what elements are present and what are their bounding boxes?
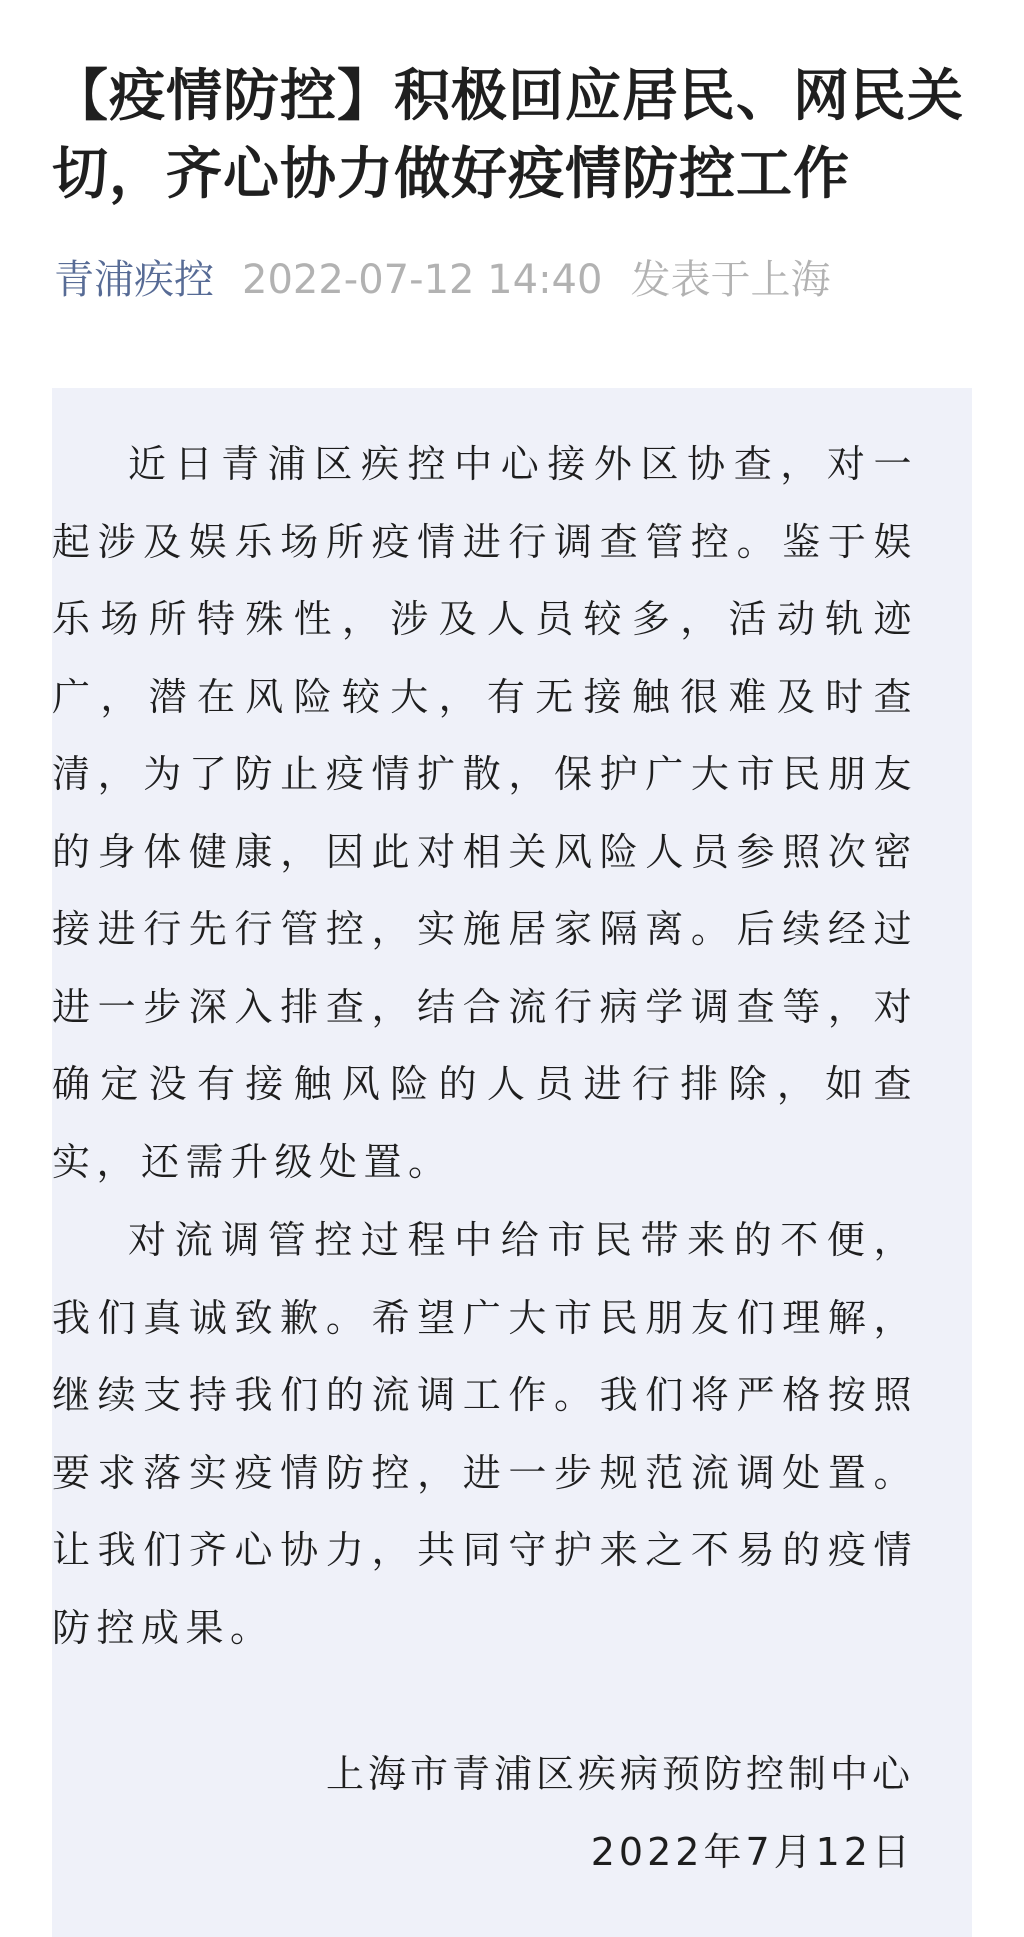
notice-paragraph-1: 近日青浦区疾控中心接外区协查，对一起涉及娱乐场所疫情进行调查管控。鉴于娱乐场所特殊性，涉及人员较多，活动轨迹广，潜在风险较大，有无接触很难及时查清，为了防止疫情扩散，保护广大市民朋友的身体健康，因此对相关风险人员参照次密接进行先行管控，实施居家隔离。后续经过进一步深入排查，结合流行病学调查等，对确定没有接触风险的人员进行排除，如查实，还需升级处置。 [52, 442, 918, 1184]
publish-location: 发表于上海 [630, 257, 831, 303]
article-title: 【疫情防控】积极回应居民、网民关切，齐心协力做好疫情防控工作 [52, 64, 964, 207]
notice-signature: 上海市青浦区疾病预防控制中心 [325, 1752, 914, 1796]
author-link[interactable]: 青浦疾控 [54, 257, 214, 303]
publish-datetime: 2022-07-12 14:40 [242, 257, 603, 303]
notice-date: 2022年7月12日 [590, 1830, 914, 1874]
article-meta [54, 250, 830, 310]
notice-paragraph-2: 对流调管控过程中给市民带来的不便，我们真诚致歉。希望广大市民朋友们理解，继续支持我们的流调工作。我们将严格按照要求落实疫情防控，进一步规范流调处置。让我们齐心协力，共同守护来之不易的疫情防控成果。 [52, 1218, 918, 1650]
